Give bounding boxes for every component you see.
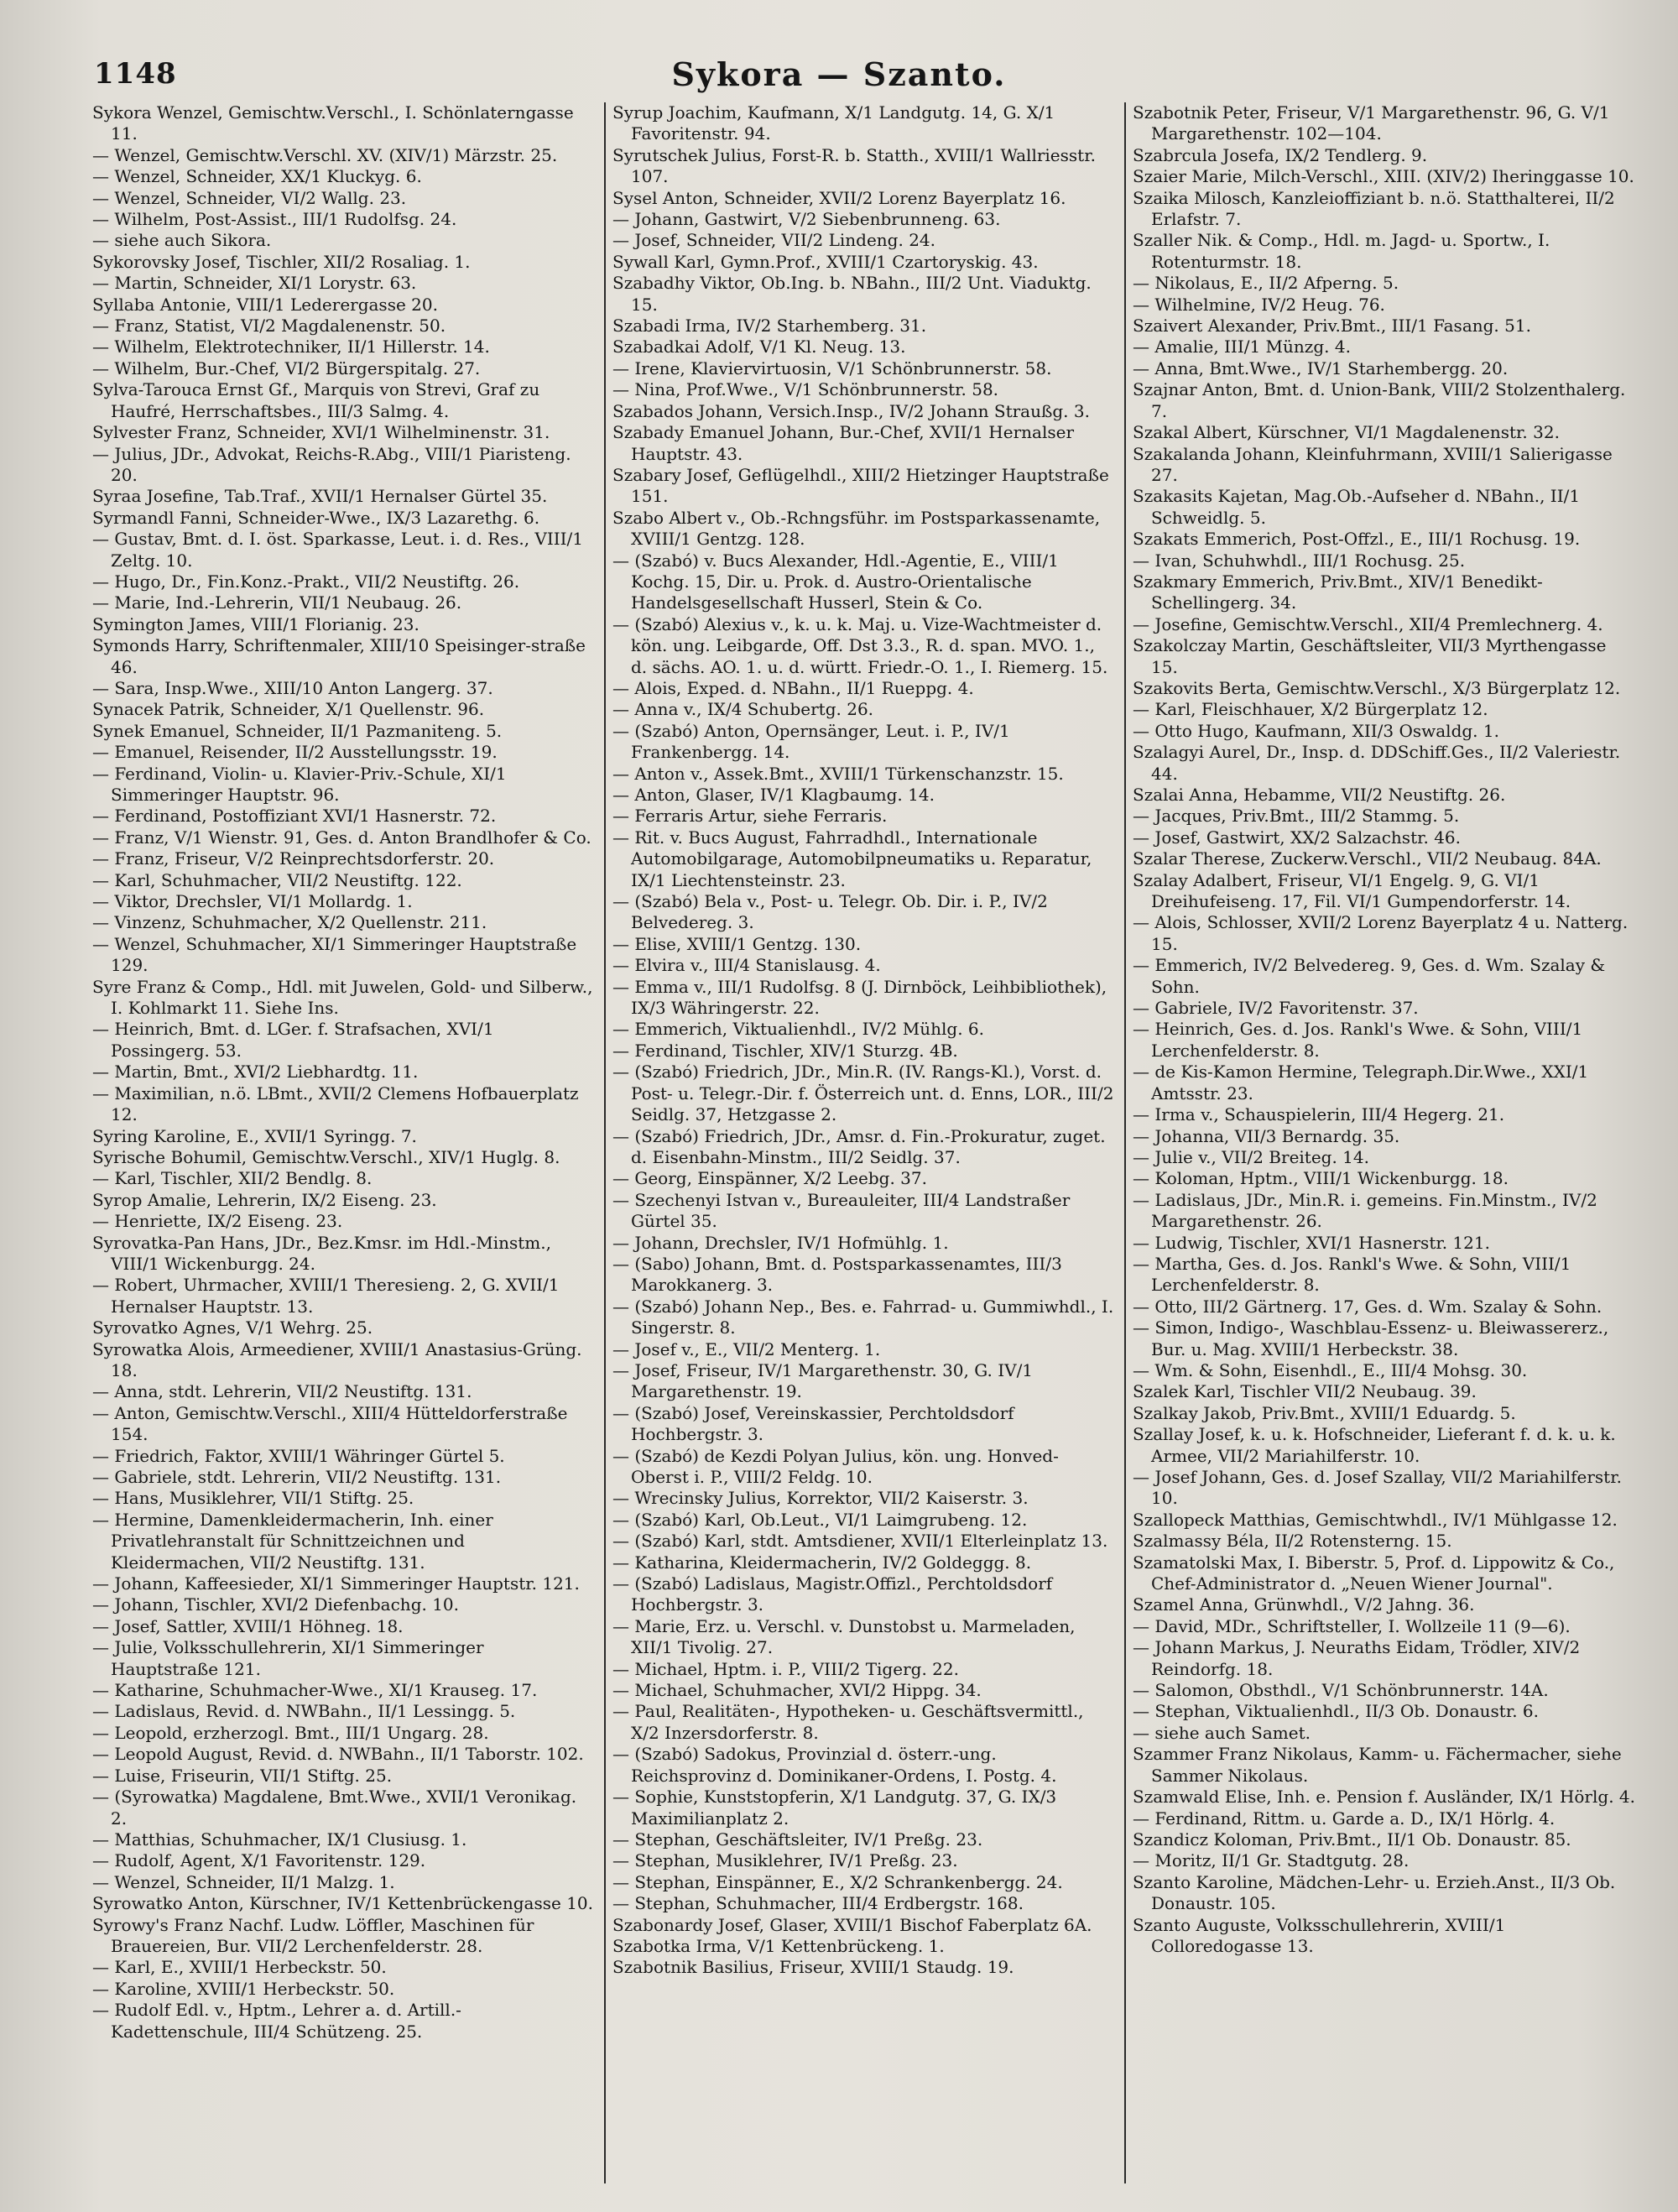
directory-entry: — (Szabó) Ladislaus, Magistr.Offizl., Perchtoldsdorf Hochbergstr. 3. (612, 1573, 1053, 1615)
directory-entry: — Franz, Friseur, V/2 Reinprechtsdorferstr. 20. (92, 848, 495, 869)
directory-entry: — Friedrich, Faktor, XVIII/1 Währinger Gürtel 5. (92, 1445, 505, 1466)
directory-entry: — Ladislaus, JDr., Min.R. i. gemeins. Fin.Minstm., IV/2 Margarethenstr. 26. (1133, 1189, 1597, 1232)
directory-entry: Syre Franz & Comp., Hdl. mit Juwelen, Gold- und Silberw., I. Kohlmarkt 11. Siehe Ins. (92, 976, 593, 1019)
directory-entry: Szabotnik Peter, Friseur, V/1 Margarethenstr. 96, G. V/1 Margarethenstr. 102—104. (1133, 102, 1610, 144)
directory-entry: — Anton, Gemischtw.Verschl., XIII/4 Hütteldorferstraße 154. (92, 1402, 568, 1445)
directory-entry: Szabary Josef, Geflügelhdl., XIII/2 Hietzinger Hauptstraße 151. (612, 464, 1109, 507)
directory-entry: — Leopold August, Revid. d. NWBahn., II/1 Taborstr. 102. (92, 1744, 584, 1765)
directory-entry: — (Szabó) Alexius v., k. u. k. Maj. u. Vize-Wachtmeister d. kön. ung. Leibgarde, Off. Dst 3.3., R. d. span. MVO. 1., d. sächs. AO. 1. u. d. württ. Friedr.-O. 1., I. Riemerg. 15. (612, 613, 1108, 677)
directory-entry: — Josef, Schneider, VII/2 Lindeng. 24. (612, 230, 935, 251)
directory-entry: — Martha, Ges. d. Jos. Rankl's Wwe. & Sohn, VIII/1 Lerchenfelderstr. 8. (1133, 1253, 1571, 1296)
directory-entry: — Julius, JDr., Advokat, Reichs-R.Abg., VIII/1 Piaristeng. 20. (92, 443, 571, 485)
directory-entry: — Irene, Klaviervirtuosin, V/1 Schönbrunnerstr. 58. (612, 357, 1052, 378)
directory-entry: — (Syrowatka) Magdalene, Bmt.Wwe., XVII/1 Veronikag. 2. (92, 1787, 577, 1829)
directory-entry: — Ferdinand, Rittm. u. Garde a. D., IX/1 Hörlg. 4. (1133, 1808, 1556, 1829)
directory-entry: Sysel Anton, Schneider, XVII/2 Lorenz Bayerplatz 16. (612, 187, 1066, 208)
directory-entry: Syrowatko Anton, Kürschner, IV/1 Kettenbrückengasse 10. (92, 1893, 594, 1914)
directory-entry: — Koloman, Hptm., VIII/1 Wickenburgg. 18. (1133, 1168, 1509, 1189)
directory-entry: — Rudolf Edl. v., Hptm., Lehrer a. d. Artill.-Kadettenschule, III/4 Schützeng. 25. (92, 2000, 461, 2042)
directory-entry: — Wrecinsky Julius, Korrektor, VII/2 Kaiserstr. 3. (612, 1488, 1029, 1509)
directory-entry: Szabadi Irma, IV/2 Starhemberg. 31. (612, 316, 927, 336)
directory-entry: — Karoline, XVIII/1 Herbeckstr. 50. (92, 1978, 395, 1999)
directory-entry: Synacek Patrik, Schneider, X/1 Quellenstr. 96. (92, 699, 485, 720)
directory-entry: — (Szabó) Karl, stdt. Amtsdiener, XVII/1 Elterleinplatz 13. (612, 1531, 1108, 1552)
directory-entry: — Wilhelmine, IV/2 Heug. 76. (1133, 294, 1385, 315)
directory-entry: Szanto Auguste, Volksschullehrerin, XVIII/1 Colloredogasse 13. (1133, 1914, 1506, 1956)
directory-entry: — David, MDr., Schriftsteller, I. Wollzeile 11 (9—6). (1133, 1615, 1571, 1636)
directory-entry: — (Szabó) Johann Nep., Bes. e. Fahrrad- u. Gummiwhdl., I. Singerstr. 8. (612, 1296, 1114, 1338)
directory-entry: — Ferdinand, Violin- u. Klavier-Priv.-Schule, XI/1 Simmeringer Hauptstr. 96. (92, 763, 507, 805)
directory-entry: Szabotnik Basilius, Friseur, XVIII/1 Staudg. 19. (612, 1957, 1014, 1978)
directory-entry: Syrovatka-Pan Hans, JDr., Bez.Kmsr. im Hdl.-Minstm., VIII/1 Wickenburgg. 24. (92, 1232, 551, 1274)
directory-entry: — Ferdinand, Tischler, XIV/1 Sturzg. 4B. (612, 1040, 958, 1061)
directory-entry: Szaivert Alexander, Priv.Bmt., III/1 Fasang. 51. (1133, 316, 1531, 336)
directory-entry: Syrowy's Franz Nachf. Ludw. Löffler, Maschinen für Brauereien, Bur. VII/2 Lerchenfelderstr. 28. (92, 1914, 534, 1956)
directory-entry: — Emanuel, Reisender, II/2 Ausstellungsstr. 19. (92, 742, 498, 763)
directory-entry: — Gabriele, stdt. Lehrerin, VII/2 Neustiftg. 131. (92, 1467, 502, 1487)
directory-entry: — Julie v., VII/2 Breiteg. 14. (1133, 1146, 1369, 1167)
directory-entry: — Michael, Schuhmacher, XVI/2 Hippg. 34. (612, 1680, 982, 1701)
column-divider (1124, 102, 1126, 2183)
directory-entry: Szakalanda Johann, Kleinfuhrmann, XVIII/1 Salierigasse 27. (1133, 443, 1613, 485)
directory-entry: — Rudolf, Agent, X/1 Favoritenstr. 129. (92, 1850, 426, 1871)
directory-entry: Szalmassy Béla, II/2 Rotensterng. 15. (1133, 1531, 1452, 1552)
directory-entry: — Ferraris Artur, siehe Ferraris. (612, 806, 888, 827)
directory-entry: — Hermine, Damenkleidermacherin, Inh. einer Privatlehranstalt für Schnittzeichnen und Kleidermachen, VII/2 Neustiftg. 131. (92, 1509, 493, 1573)
directory-entry: — Karl, Schuhmacher, VII/2 Neustiftg. 122. (92, 869, 462, 890)
directory-entry: Syraa Josefine, Tab.Traf., XVII/1 Hernalser Gürtel 35. (92, 486, 548, 507)
directory-entry: Syring Karoline, E., XVII/1 Syringg. 7. (92, 1125, 417, 1146)
directory-entry: Sykorovsky Josef, Tischler, XII/2 Rosaliag. 1. (92, 251, 471, 272)
directory-entry: Syrowatka Alois, Armeediener, XVIII/1 Anastasius-Grüng. 18. (92, 1338, 582, 1380)
directory-column-2 (612, 102, 1116, 2192)
directory-entry: Szabonardy Josef, Glaser, XVIII/1 Bischof Faberplatz 6A. (612, 1914, 1092, 1935)
directory-entry: — Viktor, Drechsler, VI/1 Mollardg. 1. (92, 891, 413, 912)
directory-entry: — Franz, Statist, VI/2 Magdalenenstr. 50. (92, 316, 446, 336)
directory-entry: — Marie, Ind.-Lehrerin, VII/1 Neubaug. 26. (92, 592, 462, 613)
directory-entry: Szandicz Koloman, Priv.Bmt., II/1 Ob. Donaustr. 85. (1133, 1829, 1571, 1849)
directory-entry: — (Szabó) Bela v., Post- u. Telegr. Ob. Dir. i. P., IV/2 Belvedereg. 3. (612, 891, 1048, 933)
directory-entry: Szamatolski Max, I. Biberstr. 5, Prof. d. Lippowitz & Co., Chef-Administrator d. „Neuen Wiener Journal". (1133, 1552, 1615, 1594)
directory-entry: — (Sabo) Johann, Bmt. d. Postsparkassenamtes, III/3 Marokkanerg. 3. (612, 1253, 1062, 1296)
directory-entry: — Otto, III/2 Gärtnerg. 17, Ges. d. Wm. Szalay & Sohn. (1133, 1296, 1602, 1317)
directory-entry: — (Szabó) Karl, Ob.Leut., VI/1 Laimgrubeng. 12. (612, 1509, 1028, 1530)
directory-entry: — Josef v., E., VII/2 Menterg. 1. (612, 1338, 881, 1359)
directory-entry: — Anna v., IX/4 Schubertg. 26. (612, 699, 874, 720)
directory-entry: — Marie, Erz. u. Verschl. v. Dunstobst u. Marmeladen, XII/1 Tivolig. 27. (612, 1615, 1076, 1658)
directory-entry: — Anton, Glaser, IV/1 Klagbaumg. 14. (612, 785, 935, 805)
directory-entry: — Emmerich, Viktualienhdl., IV/2 Mühlg. 6. (612, 1019, 984, 1040)
directory-entry: Szalai Anna, Hebamme, VII/2 Neustiftg. 26. (1133, 785, 1506, 805)
directory-entry: — Jacques, Priv.Bmt., III/2 Stammg. 5. (1133, 806, 1460, 827)
directory-entry: — Stephan, Viktualienhdl., II/3 Ob. Donaustr. 6. (1133, 1701, 1540, 1722)
directory-entry: Synek Emanuel, Schneider, II/1 Pazmaniteng. 5. (92, 720, 503, 741)
directory-entry: Syrup Joachim, Kaufmann, X/1 Landgutg. 14, G. X/1 Favoritenstr. 94. (612, 102, 1055, 144)
directory-entry: Szaller Nik. & Comp., Hdl. m. Jagd- u. Sportw., I. Rotenturmstr. 18. (1133, 230, 1550, 272)
directory-entry: — Hans, Musiklehrer, VII/1 Stiftg. 25. (92, 1488, 414, 1509)
directory-entry: — Salomon, Obsthdl., V/1 Schönbrunnerstr. 14A. (1133, 1680, 1549, 1701)
directory-entry: — Alois, Exped. d. NBahn., II/1 Rueppg. 4. (612, 677, 974, 698)
directory-entry: Szalay Adalbert, Friseur, VI/1 Engelg. 9, G. VI/1 Dreihufeiseng. 17, Fil. VI/1 Gumpendorferstr. 14. (1133, 869, 1571, 912)
directory-entry: — Stephan, Schuhmacher, III/4 Erdbergstr. 168. (612, 1893, 1024, 1914)
directory-entry: Szaier Marie, Milch-Verschl., XIII. (XIV/2) Iheringgasse 10. (1133, 166, 1634, 187)
directory-entry: Szalek Karl, Tischler VII/2 Neubaug. 39. (1133, 1381, 1477, 1402)
directory-entry: — Ivan, Schuhwhdl., III/1 Rochusg. 25. (1133, 550, 1466, 571)
directory-entry: — Maximilian, n.ö. LBmt., XVII/2 Clemens Hofbauerplatz 12. (92, 1083, 579, 1125)
directory-entry: Syrovatko Agnes, V/1 Wehrg. 25. (92, 1317, 373, 1338)
directory-entry: — Johann, Kaffeesieder, XI/1 Simmeringer Hauptstr. 121. (92, 1573, 580, 1594)
directory-entry: — Nina, Prof.Wwe., V/1 Schönbrunnerstr. 58. (612, 379, 999, 400)
directory-entry: — siehe auch Sikora. (92, 230, 272, 251)
directory-entry: Szallopeck Matthias, Gemischtwhdl., IV/1 Mühlgasse 12. (1133, 1509, 1618, 1530)
directory-entry: — Szechenyi Istvan v., Bureauleiter, III/4 Landstraßer Gürtel 35. (612, 1189, 1071, 1232)
directory-entry: Szakmary Emmerich, Priv.Bmt., XIV/1 Benedikt-Schellingerg. 34. (1133, 571, 1543, 613)
directory-entry: — (Szabó) v. Bucs Alexander, Hdl.-Agentie, E., VIII/1 Kochg. 15, Dir. u. Prok. d. Austro-Orientalische Handelsgesellschaft Husserl, Stein & Co. (612, 550, 1059, 613)
directory-entry: — Henriette, IX/2 Eiseng. 23. (92, 1211, 343, 1232)
directory-entry: — Irma v., Schauspielerin, III/4 Hegerg. 21. (1133, 1104, 1505, 1125)
directory-entry: Szabadkai Adolf, V/1 Kl. Neug. 13. (612, 336, 906, 357)
directory-entry: — Heinrich, Ges. d. Jos. Rankl's Wwe. & Sohn, VIII/1 Lerchenfelderstr. 8. (1133, 1019, 1583, 1061)
directory-entry: — Anna, stdt. Lehrerin, VII/2 Neustiftg. 131. (92, 1381, 472, 1402)
page-number: 1148 (94, 57, 177, 91)
directory-entry: — Ludwig, Tischler, XVI/1 Hasnerstr. 121. (1133, 1232, 1490, 1253)
directory-entry: — Josef, Sattler, XVIII/1 Höhneg. 18. (92, 1615, 404, 1636)
directory-entry: Szakasits Kajetan, Mag.Ob.-Aufseher d. NBahn., II/1 Schweidlg. 5. (1133, 486, 1581, 528)
directory-entry: — Josefine, Gemischtw.Verschl., XII/4 Premlechnerg. 4. (1133, 613, 1603, 634)
directory-entry: — Johann Markus, J. Neuraths Eidam, Trödler, XIV/2 Reindorfg. 18. (1133, 1637, 1581, 1679)
directory-entry: — Vinzenz, Schuhmacher, X/2 Quellenstr. 211. (92, 912, 487, 933)
directory-entry: Sykora Wenzel, Gemischtw.Verschl., I. Schönlaterngasse 11. (92, 102, 574, 144)
directory-entry: — Wenzel, Schneider, XX/1 Kluckyg. 6. (92, 166, 422, 187)
directory-entry: Szaika Milosch, Kanzleioffiziant b. n.ö. Statthalterei, II/2 Erlafstr. 7. (1133, 187, 1615, 230)
directory-entry: Sywall Karl, Gymn.Prof., XVIII/1 Czartoryskig. 43. (612, 251, 1039, 272)
directory-entry: — Amalie, III/1 Münzg. 4. (1133, 336, 1351, 357)
directory-entry: — Nikolaus, E., II/2 Afperng. 5. (1133, 273, 1399, 294)
directory-entry: Szalagyi Aurel, Dr., Insp. d. DDSchiff.Ges., II/2 Valeriestr. 44. (1133, 742, 1621, 784)
directory-entry: — (Szabó) Josef, Vereinskassier, Perchtoldsdorf Hochbergstr. 3. (612, 1402, 1014, 1445)
directory-entry: — Sara, Insp.Wwe., XIII/10 Anton Langerg. 37. (92, 677, 493, 698)
directory-entry: — Stephan, Musiklehrer, IV/1 Preßg. 23. (612, 1850, 958, 1871)
directory-entry: — Johann, Gastwirt, V/2 Siebenbrunneng. 63. (612, 209, 1001, 230)
directory-column-3 (1133, 102, 1636, 2192)
directory-entry: Symington James, VIII/1 Florianig. 23. (92, 613, 420, 634)
directory-entry: Syrische Bohumil, Gemischtw.Verschl., XIV/1 Huglg. 8. (92, 1146, 560, 1167)
directory-entry: — Martin, Bmt., XVI/2 Liebhardtg. 11. (92, 1062, 419, 1083)
directory-entry: — (Szabó) Sadokus, Provinzial d. österr.-ung. Reichsprovinz d. Dominikaner-Ordens, I. Postg. 4. (612, 1744, 1057, 1786)
directory-entry: — Wilhelm, Bur.-Chef, VI/2 Bürgerspitalg. 27. (92, 357, 481, 378)
directory-entry: — Matthias, Schuhmacher, IX/1 Clusiusg. 1. (92, 1829, 467, 1849)
directory-entry: Syllaba Antonie, VIII/1 Lederergasse 20. (92, 294, 438, 315)
directory-column-1 (92, 102, 596, 2192)
directory-entry: — Paul, Realitäten-, Hypotheken- u. Geschäftsvermittl., X/2 Inzersdorferstr. 8. (612, 1701, 1084, 1743)
directory-entry: Szalar Therese, Zuckerw.Verschl., VII/2 Neubaug. 84A. (1133, 848, 1602, 869)
directory-entry: — Johann, Tischler, XVI/2 Diefenbachg. 10. (92, 1594, 460, 1615)
directory-entry: — Johanna, VII/3 Bernardg. 35. (1133, 1125, 1400, 1146)
directory-entry: Sylva-Tarouca Ernst Gf., Marquis von Strevi, Graf zu Haufré, Herrschaftsbes., III/3 Salmg. 4. (92, 379, 540, 421)
directory-entry: — Elvira v., III/4 Stanislausg. 4. (612, 955, 881, 976)
directory-entry: Szabrcula Josefa, IX/2 Tendlerg. 9. (1133, 144, 1428, 165)
directory-entry: Szakovits Berta, Gemischtw.Verschl., X/3 Bürgerplatz 12. (1133, 677, 1621, 698)
directory-entry: — (Szabó) Friedrich, JDr., Amsr. d. Fin.-Prokuratur, zuget. d. Eisenbahn-Minstm., III/2 Seidlg. 37. (612, 1125, 1106, 1167)
directory-entry: — Stephan, Geschäftsleiter, IV/1 Preßg. 23. (612, 1829, 983, 1849)
directory-entry: — Julie, Volksschullehrerin, XI/1 Simmeringer Hauptstraße 121. (92, 1637, 484, 1679)
directory-entry: — Ladislaus, Revid. d. NWBahn., II/1 Lessingg. 5. (92, 1701, 516, 1722)
directory-entry: Szamwald Elise, Inh. e. Pension f. Ausländer, IX/1 Hörlg. 4. (1133, 1787, 1635, 1808)
directory-entry: — Karl, Fleischhauer, X/2 Bürgerplatz 12. (1133, 699, 1488, 720)
directory-entry: — Wilhelm, Elektrotechniker, II/1 Hillerstr. 14. (92, 336, 490, 357)
directory-entry: — Alois, Schlosser, XVII/2 Lorenz Bayerplatz 4 u. Natterg. 15. (1133, 912, 1628, 954)
directory-entry: — Anton v., Assek.Bmt., XVIII/1 Türkenschanzstr. 15. (612, 763, 1064, 784)
directory-entry: — Otto Hugo, Kaufmann, XII/3 Oswaldg. 1. (1133, 720, 1499, 741)
directory-entry: — Emmerich, IV/2 Belvedereg. 9, Ges. d. Wm. Szalay & Sohn. (1133, 955, 1606, 997)
directory-entry: — (Szabó) Friedrich, JDr., Min.R. (IV. Rangs-Kl.), Vorst. d. Post- u. Telegr.-Dir. f. Österreich unt. d. Enns, LOR., III/2 Seidlg. 37, Hetzgasse 2. (612, 1062, 1114, 1125)
directory-entry: Szammer Franz Nikolaus, Kamm- u. Fächermacher, siehe Sammer Nikolaus. (1133, 1744, 1622, 1786)
directory-entry: Szakats Emmerich, Post-Offzl., E., III/1 Rochusg. 19. (1133, 529, 1581, 550)
directory-entry: Syrop Amalie, Lehrerin, IX/2 Eiseng. 23. (92, 1189, 437, 1210)
directory-entry: Szakal Albert, Kürschner, VI/1 Magdalenenstr. 32. (1133, 422, 1560, 443)
directory-entry: Szallay Josef, k. u. k. Hofschneider, Lieferant f. d. k. u. k. Armee, VII/2 Mariahilferstr. 10. (1133, 1424, 1616, 1466)
directory-entry: — Simon, Indigo-, Waschblau-Essenz- u. Bleiwassererz., Bur. u. Mag. XVIII/1 Herbeckstr. 38. (1133, 1317, 1609, 1359)
directory-entry: — Franz, V/1 Wienstr. 91, Ges. d. Anton Brandlhofer & Co. (92, 827, 591, 848)
directory-entry: — Michael, Hptm. i. P., VIII/2 Tigerg. 22. (612, 1658, 959, 1679)
directory-entry: — Josef, Gastwirt, XX/2 Salzachstr. 46. (1133, 827, 1461, 848)
directory-entry: Szabados Johann, Versich.Insp., IV/2 Johann Straußg. 3. (612, 400, 1090, 421)
directory-entry: — Hugo, Dr., Fin.Konz.-Prakt., VII/2 Neustiftg. 26. (92, 571, 520, 592)
directory-entry: — Katharine, Schuhmacher-Wwe., XI/1 Krauseg. 17. (92, 1680, 538, 1701)
directory-entry: — Sophie, Kunststopferin, X/1 Landgutg. 37, G. IX/3 Maximilianplatz 2. (612, 1787, 1057, 1829)
directory-entry: — Martin, Schneider, XI/1 Lorystr. 63. (92, 273, 417, 294)
directory-entry: — Robert, Uhrmacher, XVIII/1 Theresieng. 2, G. XVII/1 Hernalser Hauptstr. 13. (92, 1275, 560, 1317)
directory-entry: Szabady Emanuel Johann, Bur.-Chef, XVII/1 Hernalser Hauptstr. 43. (612, 422, 1075, 464)
directory-entry: — Karl, Tischler, XII/2 Bendlg. 8. (92, 1168, 373, 1189)
directory-entry: — Moritz, II/1 Gr. Stadtgutg. 28. (1133, 1850, 1410, 1871)
directory-entry: — Josef Johann, Ges. d. Josef Szallay, VII/2 Mariahilferstr. 10. (1133, 1467, 1622, 1509)
column-divider (604, 102, 606, 2183)
directory-entry: — Rit. v. Bucs August, Fahrradhdl., Internationale Automobilgarage, Automobilpneumatiks u. Reparatur, IX/1 Liechtensteinstr. 23. (612, 827, 1092, 890)
directory-entry: — Anna, Bmt.Wwe., IV/1 Starhembergg. 20. (1133, 357, 1509, 378)
directory-entry: Symonds Harry, Schriftenmaler, XIII/10 Speisinger-straße 46. (92, 635, 586, 677)
directory-entry: Syrutschek Julius, Forst-R. b. Statth., XVIII/1 Wallriesstr. 107. (612, 144, 1096, 187)
directory-entry: — Katharina, Kleidermacherin, IV/2 Goldeggg. 8. (612, 1552, 1032, 1573)
directory-entry: — Josef, Friseur, IV/1 Margarethenstr. 30, G. IV/1 Margarethenstr. 19. (612, 1359, 1034, 1402)
directory-entry: — Johann, Drechsler, IV/1 Hofmühlg. 1. (612, 1232, 949, 1253)
directory-entry: — Gustav, Bmt. d. I. öst. Sparkasse, Leut. i. d. Res., VIII/1 Zeltg. 10. (92, 529, 584, 571)
directory-entry: — Wenzel, Gemischtw.Verschl. XV. (XIV/1) Märzstr. 25. (92, 144, 558, 165)
directory-entry: — Emma v., III/1 Rudolfsg. 8 (J. Dirnböck, Leihbibliothek), IX/3 Währingerstr. 22. (612, 976, 1107, 1019)
directory-entry: — Wenzel, Schuhmacher, XI/1 Simmeringer Hauptstraße 129. (92, 933, 577, 976)
directory-entry: Szakolczay Martin, Geschäftsleiter, VII/3 Myrthengasse 15. (1133, 635, 1607, 677)
directory-entry: — Leopold, erzherzogl. Bmt., III/1 Ungarg. 28. (92, 1722, 489, 1743)
directory-entry: Szalkay Jakob, Priv.Bmt., XVIII/1 Eduardg. 5. (1133, 1402, 1516, 1423)
directory-entry: — (Szabó) Anton, Opernsänger, Leut. i. P., IV/1 Frankenbergg. 14. (612, 720, 1010, 763)
directory-entry: Sylvester Franz, Schneider, XVI/1 Wilhelminenstr. 31. (92, 422, 550, 443)
page-title: Sykora — Szanto. (671, 55, 1007, 93)
directory-entry: — Wilhelm, Post-Assist., III/1 Rudolfsg. 24. (92, 209, 457, 230)
directory-entry: Szabo Albert v., Ob.-Rchngsführ. im Postsparkassenamte, XVIII/1 Gentzg. 128. (612, 507, 1101, 550)
directory-entry: — de Kis-Kamon Hermine, Telegraph.Dir.Wwe., XXI/1 Amtsstr. 23. (1133, 1062, 1589, 1103)
directory-entry: Syrmandl Fanni, Schneider-Wwe., IX/3 Lazarethg. 6. (92, 507, 540, 528)
directory-entry: — Georg, Einspänner, X/2 Leebg. 37. (612, 1168, 927, 1189)
directory-entry: — Stephan, Einspänner, E., X/2 Schrankenbergg. 24. (612, 1871, 1063, 1892)
directory-entry: — Wenzel, Schneider, VI/2 Wallg. 23. (92, 187, 407, 208)
directory-entry: Szabadhy Viktor, Ob.Ing. b. NBahn., III/2 Unt. Viaduktg. 15. (612, 273, 1092, 315)
directory-entry: — Gabriele, IV/2 Favoritenstr. 37. (1133, 998, 1419, 1019)
directory-entry: Szajnar Anton, Bmt. d. Union-Bank, VIII/2 Stolzenthalerg. 7. (1133, 379, 1626, 421)
directory-entry: Szanto Karoline, Mädchen-Lehr- u. Erzieh.Anst., II/3 Ob. Donaustr. 105. (1133, 1871, 1616, 1914)
directory-entry: — Ferdinand, Postoffiziant XVI/1 Hasnerstr. 72. (92, 806, 497, 827)
directory-entry: — Heinrich, Bmt. d. LGer. f. Strafsachen, XVI/1 Possingerg. 53. (92, 1019, 494, 1061)
directory-entry: — (Szabó) de Kezdi Polyan Julius, kön. ung. Honved-Oberst i. P., VIII/2 Feldg. 10. (612, 1445, 1059, 1487)
directory-entry: Szabotka Irma, V/1 Kettenbrückeng. 1. (612, 1935, 945, 1956)
directory-entry: — siehe auch Samet. (1133, 1722, 1311, 1743)
directory-entry: — Wm. & Sohn, Eisenhdl., E., III/4 Mohsg. 30. (1133, 1359, 1528, 1380)
directory-entry: — Elise, XVIII/1 Gentzg. 130. (612, 933, 862, 954)
directory-entry: — Karl, E., XVIII/1 Herbeckstr. 50. (92, 1957, 387, 1978)
directory-entry: — Wenzel, Schneider, II/1 Malzg. 1. (92, 1871, 395, 1892)
directory-entry: — Luise, Friseurin, VII/1 Stiftg. 25. (92, 1765, 393, 1786)
directory-entry: Szamel Anna, Grünwhdl., V/2 Jahng. 36. (1133, 1594, 1475, 1615)
